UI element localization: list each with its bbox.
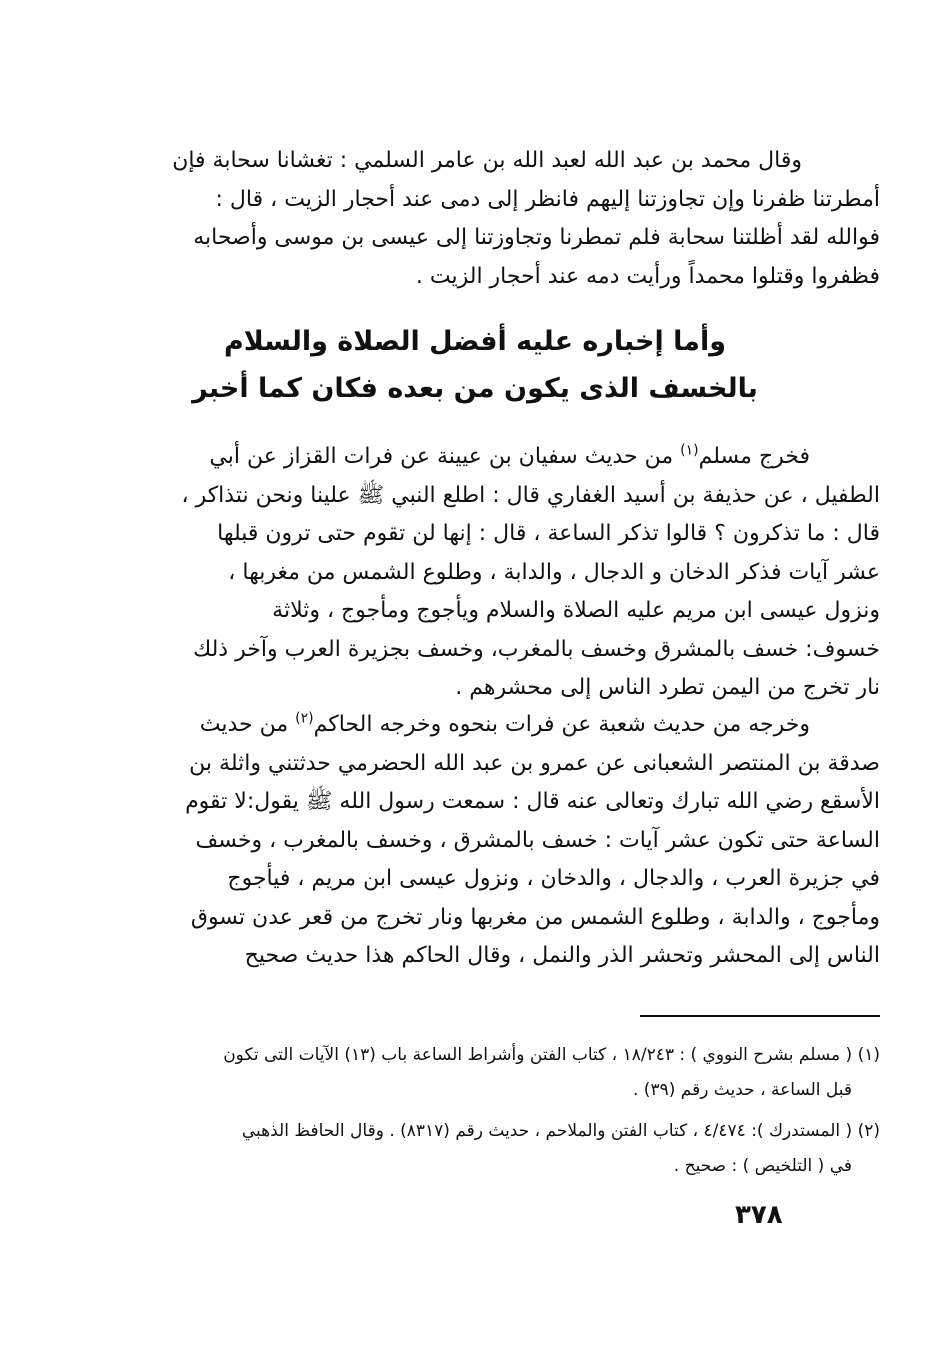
- text-line: أمطرتنا ظفرنا وإن تجاوزتنا إليهم فانظر إلى دمى عند أحجار الزيت ، قال :: [215, 186, 880, 212]
- text-line: الساعة حتى تكون عشر آيات : خسف بالمشرق ، وخسف بالمغرب ، وخسف: [195, 827, 880, 853]
- text-line: الناس إلى المحشر وتحشر الذر والنمل ، وقال الحاكم هذا حديث صحيح: [244, 943, 880, 968]
- text-line: [72, 438, 880, 477]
- footnote-line: (٢) ( المستدرك ): ٤/٤٧٤ ، كتاب الفتن والملاحم ، حديث رقم (٨٣١٧) . وقال الحافظ الذهبي: [241, 1121, 880, 1141]
- text-line: وقال محمد بن عبد الله لعبد الله بن عامر السلمي : تغشانا سحابة فإن: [172, 148, 802, 173]
- text-segment: فخرج مسلم: [698, 444, 810, 469]
- text-segment: من حديث سفيان بن عيينة عن فرات القزاز عن أبي: [209, 444, 681, 469]
- text-line: الطفيل ، عن حذيفة بن أسيد الغفاري قال : اطلع النبي ﷺ علينا ونحن نتذاكر ،: [181, 482, 880, 508]
- footnote-line: قبل الساعة ، حديث رقم (٣٩) .: [633, 1080, 852, 1100]
- footnote-line: (١) ( مسلم بشرح النووي ) : ١٨/٢٤٣ ، كتاب الفتن وأشراط الساعة باب (١٣) الآيات التى تكون: [223, 1045, 880, 1065]
- section-heading: [120, 318, 830, 412]
- footnote-divider: [640, 1015, 880, 1017]
- footnote-2: [72, 1114, 880, 1184]
- text-segment: من حديث: [199, 712, 296, 737]
- text-line: فوالله لقد أظلتنا سحابة فلم تمطرنا وتجاوزتنا إلى عيسى بن موسى وأصحابه: [193, 225, 880, 250]
- footnote-line: في ( التلخيص ) : صحيح .: [673, 1156, 852, 1176]
- text-line: في جزيرة العرب ، والدجال ، والدخان ، ونزول عيسى ابن مريم ، فيأجوج: [227, 866, 880, 891]
- text-line: عشر آيات فذكر الدخان و الدجال ، والدابة ، وطلوع الشمس من مغربها ،: [228, 559, 880, 585]
- text-line: خسوف: خسف بالمشرق وخسف بالمغرب، وخسف بجزيرة العرب وآخر ذلك: [193, 636, 880, 662]
- text-line: الأسقع رضي الله تبارك وتعالى عنه قال : سمعت رسول الله ﷺ يقول:لا تقوم: [185, 789, 880, 814]
- paragraph-hakim-hadith: [72, 706, 880, 976]
- text-segment: وخرجه من حديث شعبة عن فرات بنحوه وخرجه الحاكم: [313, 712, 810, 737]
- text-line: ومأجوج ، والدابة ، وطلوع الشمس من مغربها ونار تخرج من قعر عدن تسوق: [190, 904, 880, 930]
- heading-line: بالخسف الذى يكون من بعده فكان كما أخبر: [192, 373, 758, 404]
- text-line: ونزول عيسى ابن مريم عليه الصلاة والسلام ويأجوج ومأجوج ، وثلاثة: [272, 598, 880, 623]
- text-line: نار تخرج من اليمن تطرد الناس إلى محشرهم .: [455, 675, 880, 700]
- text-line: فظفروا وقتلوا محمداً ورأيت دمه عند أحجار الزيت .: [415, 263, 880, 289]
- paragraph-muslim-hadith: [72, 438, 880, 708]
- text-line: قال : ما تذكرون ؟ قالوا تذكر الساعة ، قال : إنها لن تقوم حتى ترون قبلها: [217, 521, 880, 546]
- page-number: ٣٧٨: [735, 1200, 783, 1230]
- text-line: صدقة بن المنتصر الشعبانى عن عمرو بن عبد الله الحضرمي حدثتني واثلة بن: [189, 750, 880, 776]
- footnote-1: [72, 1038, 880, 1108]
- intro-paragraph: [72, 142, 880, 296]
- footnote-ref-2: (٢): [295, 710, 314, 727]
- footnote-ref-1: (١): [680, 442, 699, 459]
- footnotes: [72, 1038, 880, 1184]
- heading-line: وأما إخباره عليه أفضل الصلاة والسلام: [223, 326, 727, 357]
- text-line: [72, 706, 880, 745]
